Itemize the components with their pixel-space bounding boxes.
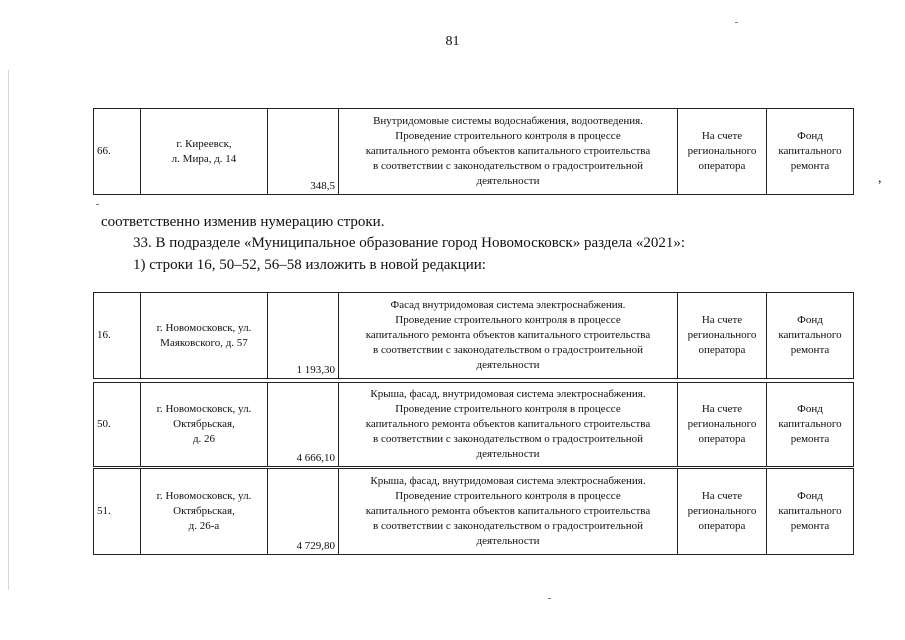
address-table-row-51 xyxy=(93,468,854,555)
row-account: На счете регионального оператора xyxy=(678,293,767,379)
row-area: 1 193,30 xyxy=(268,293,339,379)
table-row xyxy=(94,293,854,379)
row-work-description: Фасад внутридомовая система электроснабжения. Проведение строительного контроля в процессе капитального ремонта объектов капитального строительства в соответствии с законодательством о градостроительной деятельности xyxy=(339,293,678,379)
row-work-description: Крыша, фасад, внутридомовая система электроснабжения. Проведение строительного контроля в процессе капитального ремонта объектов капитального строительства в соответствии с законодательством о градостроительной деятельности xyxy=(339,383,678,467)
page-number: 81 xyxy=(445,34,460,49)
row-work-description: Крыша, фасад, внутридомовая система электроснабжения. Проведение строительного контроля в процессе капитального ремонта объектов капитального строительства в соответствии с законодательством о градостроительной деятельности xyxy=(339,469,678,555)
row-address: г. Киреевск, л. Мира, д. 14 xyxy=(141,109,268,195)
row-number: 51. xyxy=(94,469,141,555)
row-fund: Фонд капитального ремонта xyxy=(767,109,854,195)
row-account: На счете регионального оператора xyxy=(678,469,767,555)
scan-speck xyxy=(96,204,99,205)
row-address: г. Новомосковск, ул. Октябрьская, д. 26 xyxy=(141,383,268,467)
row-number: 50. xyxy=(94,383,141,467)
scan-edge-line xyxy=(8,70,9,590)
row-number: 16. xyxy=(94,293,141,379)
address-table-top xyxy=(93,108,854,195)
table-row xyxy=(94,109,854,195)
row-address: г. Новомосковск, ул. Маяковского, д. 57 xyxy=(141,293,268,379)
row-account: На счете регионального оператора xyxy=(678,109,767,195)
scan-speck xyxy=(735,22,738,23)
row-account: На счете регионального оператора xyxy=(678,383,767,467)
scan-speck xyxy=(548,598,551,599)
paragraph-line-1: соответственно изменив нумерацию строки. xyxy=(101,214,385,230)
row-work-description: Внутридомовые системы водоснабжения, водоотведения. Проведение строительного контроля в процессе капитального ремонта объектов капитального строительства в соответствии с законодательством о градостроительной деятельности xyxy=(339,109,678,195)
table-row xyxy=(94,383,854,467)
row-area: 348,5 xyxy=(268,109,339,195)
paragraph-line-2: 33. В подразделе «Муниципальное образование город Новомосковск» раздела «2021»: xyxy=(133,235,686,251)
row-fund: Фонд капитального ремонта xyxy=(767,469,854,555)
paragraph-line-3: 1) строки 16, 50–52, 56–58 изложить в новой редакции: xyxy=(133,257,486,273)
row-address: г. Новомосковск, ул. Октябрьская, д. 26-а xyxy=(141,469,268,555)
row-fund: Фонд капитального ремонта xyxy=(767,383,854,467)
row-number: 66. xyxy=(94,109,141,195)
row-area: 4 666,10 xyxy=(268,383,339,467)
row-fund: Фонд капитального ремонта xyxy=(767,293,854,379)
trailing-comma: , xyxy=(878,171,882,186)
table-row xyxy=(94,469,854,555)
address-table-row-50 xyxy=(93,382,854,467)
address-table-row-16 xyxy=(93,292,854,379)
row-area: 4 729,80 xyxy=(268,469,339,555)
